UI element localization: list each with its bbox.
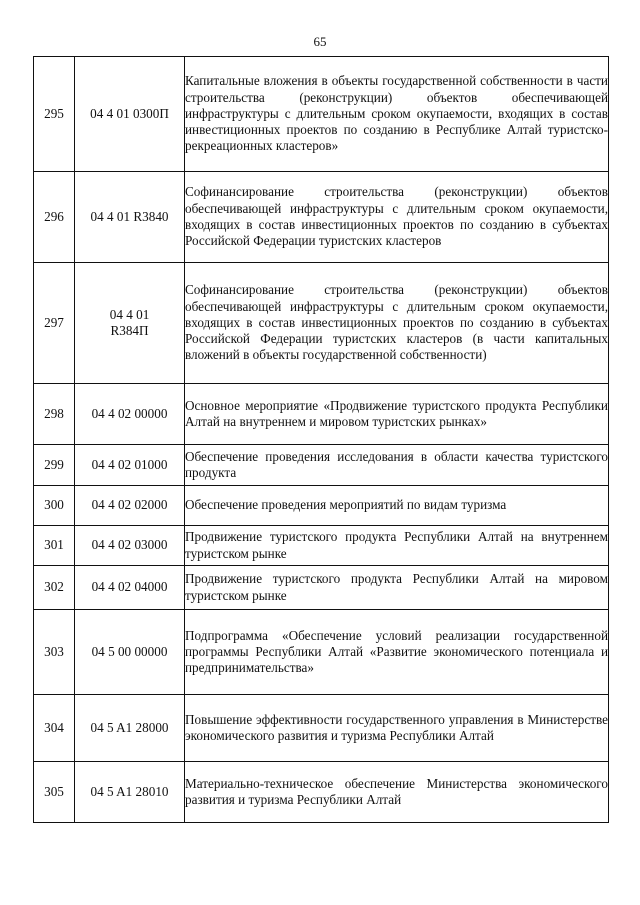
classification-code: 04 4 02 01000	[75, 445, 185, 486]
table-row	[34, 610, 609, 695]
classification-code: 04 5 00 00000	[75, 610, 185, 695]
classification-code: 04 4 02 02000	[75, 486, 185, 526]
classification-code: 04 4 02 00000	[75, 384, 185, 445]
classification-code: 04 5 A1 28010	[75, 762, 185, 823]
table-row	[34, 695, 609, 762]
classification-code: 04 4 02 03000	[75, 526, 185, 566]
row-description: Софинансирование строительства (реконструкции) объектов обеспечивающей инфраструктуры с длительным сроком окупаемости, входящих в состав инвестиционных проектов по созданию в субъектах Российской Федерации туристских кластеров (в части капитальных вложений в объекты государственной собственности)	[185, 263, 609, 384]
table-row	[34, 445, 609, 486]
classification-code: 04 4 02 04000	[75, 566, 185, 610]
classification-code: 04 4 01 R384П	[109, 306, 150, 338]
table-row	[34, 263, 609, 384]
table-row	[34, 384, 609, 445]
table-row	[34, 762, 609, 823]
page-number: 65	[313, 34, 327, 49]
table-row	[34, 57, 609, 172]
row-number: 304	[34, 695, 75, 762]
row-description: Материально-техническое обеспечение Министерства экономического развития и туризма Республики Алтай	[185, 762, 609, 823]
row-number: 302	[34, 566, 75, 610]
row-number: 303	[34, 610, 75, 695]
table-row	[34, 566, 609, 610]
classification-code: 04 4 01 R3840	[75, 172, 185, 263]
table-row	[34, 172, 609, 263]
row-description: Продвижение туристского продукта Республики Алтай на мировом туристском рынке	[185, 566, 609, 610]
classification-code: 04 4 01 0300П	[75, 57, 185, 172]
row-description: Обеспечение проведения исследования в области качества туристского продукта	[185, 445, 609, 486]
row-number: 299	[34, 445, 75, 486]
table-row	[34, 486, 609, 526]
row-description: Продвижение туристского продукта Республики Алтай на внутреннем туристском рынке	[185, 526, 609, 566]
table-row	[34, 526, 609, 566]
row-description: Обеспечение проведения мероприятий по видам туризма	[185, 486, 609, 526]
row-number: 295	[34, 57, 75, 172]
row-description: Капитальные вложения в объекты государственной собственности в части строительства (реконструкции) объектов обеспечивающей инфраструктуры с длительным сроком окупаемости, входящих в состав инвестиционных проектов по созданию в Республике Алтай туристско-рекреационных кластеров»	[185, 57, 609, 172]
row-number: 305	[34, 762, 75, 823]
row-number: 300	[34, 486, 75, 526]
row-description: Повышение эффективности государственного управления в Министерстве экономического развития и туризма Республики Алтай	[185, 695, 609, 762]
row-number: 298	[34, 384, 75, 445]
budget-classification-table	[33, 56, 609, 823]
row-number: 296	[34, 172, 75, 263]
row-number: 297	[34, 263, 75, 384]
row-description: Софинансирование строительства (реконструкции) объектов обеспечивающей инфраструктуры с длительным сроком окупаемости, входящих в состав инвестиционных проектов по созданию в субъектах Российской Федерации туристских кластеров	[185, 172, 609, 263]
row-description: Основное мероприятие «Продвижение туристского продукта Республики Алтай на внутреннем и мировом туристских рынках»	[185, 384, 609, 445]
row-number: 301	[34, 526, 75, 566]
classification-code: 04 5 A1 28000	[75, 695, 185, 762]
row-description: Подпрограмма «Обеспечение условий реализации государственной программы Республики Алтай «Развитие экономического потенциала и предпринимательства»	[185, 610, 609, 695]
